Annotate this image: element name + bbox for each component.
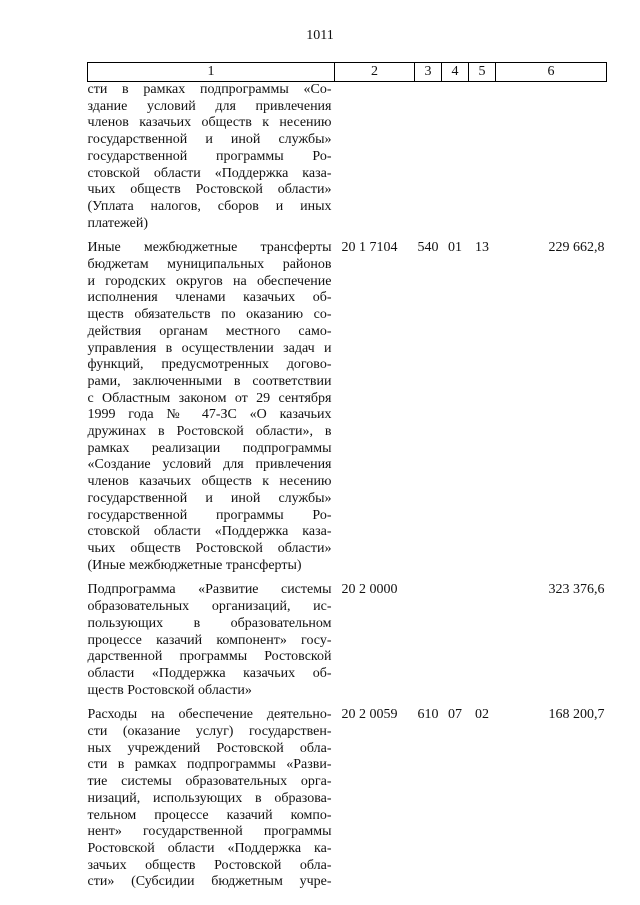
table-row: [88, 82, 607, 241]
table-row: [88, 707, 607, 891]
subsection-code: 02: [475, 707, 489, 723]
description-line: нент» государственной программы: [87, 824, 332, 840]
description-line: стовской области «Поддержка каза-: [87, 165, 332, 181]
description-line: низаций, использующих в образова-: [87, 790, 332, 806]
row-description: [88, 240, 335, 582]
description-line: ществ Ростовской области»: [87, 682, 252, 698]
column-header-6: 6: [496, 63, 607, 82]
row-description: [88, 582, 335, 707]
description-line: Ростовской области «Поддержка ка-: [87, 840, 332, 856]
column-header-1: 1: [88, 63, 335, 82]
section-code: 01: [448, 240, 462, 256]
target-article-code: [335, 82, 415, 241]
description-line: Иные межбюджетные трансферты: [87, 240, 332, 256]
description-line: 1999 года № 47-ЗС «О казачьих: [87, 407, 332, 423]
subsection-code: 13: [475, 240, 489, 256]
description-line: сти» (Субсидии бюджетным учре-: [87, 874, 332, 890]
description-line: рамках реализации подпрограммы: [87, 440, 332, 456]
description-line: чьих обществ Ростовской области»: [87, 540, 332, 556]
description-line: тие системы образовательных орга-: [87, 774, 332, 790]
description-line: Расходы на обеспечение деятельно-: [87, 707, 332, 723]
description-line: сти (оказание услуг) государствен-: [87, 724, 332, 740]
description-line: образовательных организаций, ис-: [87, 599, 332, 615]
description-line: сти в рамках подпрограммы «Со-: [87, 82, 332, 97]
amount-value: [496, 82, 607, 241]
column-header-5: 5: [469, 63, 496, 82]
header-row: [88, 63, 607, 82]
target-article-code: 20 2 0000: [341, 582, 398, 598]
row-description: [88, 707, 335, 891]
description-line: членов казачьих обществ к несению: [87, 474, 332, 490]
description-line: и городских округов на обеспечение: [87, 273, 332, 289]
description-line: ных учреждений Ростовской обла-: [87, 740, 332, 756]
description-line: государственной программы Ро-: [87, 148, 332, 164]
description-line: членов казачьих обществ к несению: [87, 115, 332, 131]
target-article-code: 20 1 7104: [341, 240, 398, 256]
description-line: стовской области «Поддержка каза-: [87, 524, 332, 540]
description-line: рами, заключенными в соответствии: [87, 373, 332, 389]
amount-value: 229 662,8: [548, 240, 605, 256]
description-line: государственной программы Ро-: [87, 507, 332, 523]
table-row: [88, 240, 607, 582]
description-line: «Создание условий для привлечения: [87, 457, 332, 473]
description-line: действия органам местного само-: [87, 323, 332, 339]
page-number: 1011: [306, 28, 334, 43]
budget-table: [87, 62, 607, 891]
description-line: бюджетам муниципальных районов: [87, 257, 332, 273]
column-header-2: 2: [335, 63, 415, 82]
description-line: области «Поддержка казачьих об-: [87, 665, 332, 681]
subsection-code: [469, 582, 496, 707]
description-line: исполнения членами казачьих об-: [87, 290, 332, 306]
expense-type-code: 540: [417, 240, 439, 256]
description-line: дружинах в Ростовской области», в: [87, 424, 332, 440]
description-line: сти в рамках подпрограммы «Разви-: [87, 757, 332, 773]
section-code: [442, 82, 469, 241]
description-line: здание условий для привлечения: [87, 98, 332, 114]
description-line: процессе казачий компонент» госу-: [87, 632, 332, 648]
subsection-code: [469, 82, 496, 241]
section-code: [442, 582, 469, 707]
table-header: [88, 63, 607, 82]
description-line: государственной и иной службы»: [87, 132, 332, 148]
description-line: (Уплата налогов, сборов и иных: [87, 198, 332, 214]
description-line: государственной и иной службы»: [87, 490, 332, 506]
description-line: дарственной программы Ростовской: [87, 649, 332, 665]
description-line: Подпрограмма «Развитие системы: [87, 582, 332, 598]
expense-type-code: [415, 82, 442, 241]
description-line: с Областным законом от 29 сентября: [87, 390, 332, 406]
table-body: [88, 82, 607, 892]
row-description: [88, 82, 335, 241]
expense-type-code: [415, 582, 442, 707]
table-row: [88, 582, 607, 707]
description-line: (Иные межбюджетные трансферты): [87, 557, 302, 573]
description-line: пользующих в образовательном: [87, 615, 332, 631]
description-line: платежей): [87, 215, 149, 231]
description-line: чьих обществ Ростовской области»: [87, 182, 332, 198]
column-header-3: 3: [415, 63, 442, 82]
description-line: зачьих обществ Ростовской обла-: [87, 857, 332, 873]
section-code: 07: [448, 707, 462, 723]
amount-value: 168 200,7: [548, 707, 605, 723]
column-header-4: 4: [442, 63, 469, 82]
description-line: управления в осуществлении задач и: [87, 340, 332, 356]
target-article-code: 20 2 0059: [341, 707, 398, 723]
amount-value: 323 376,6: [548, 582, 605, 598]
expense-type-code: 610: [417, 707, 439, 723]
description-line: функций, предусмотренных догово-: [87, 357, 332, 373]
description-line: ществ обязательств по оказанию со-: [87, 307, 332, 323]
description-line: тельном процессе казачий компо-: [87, 807, 332, 823]
